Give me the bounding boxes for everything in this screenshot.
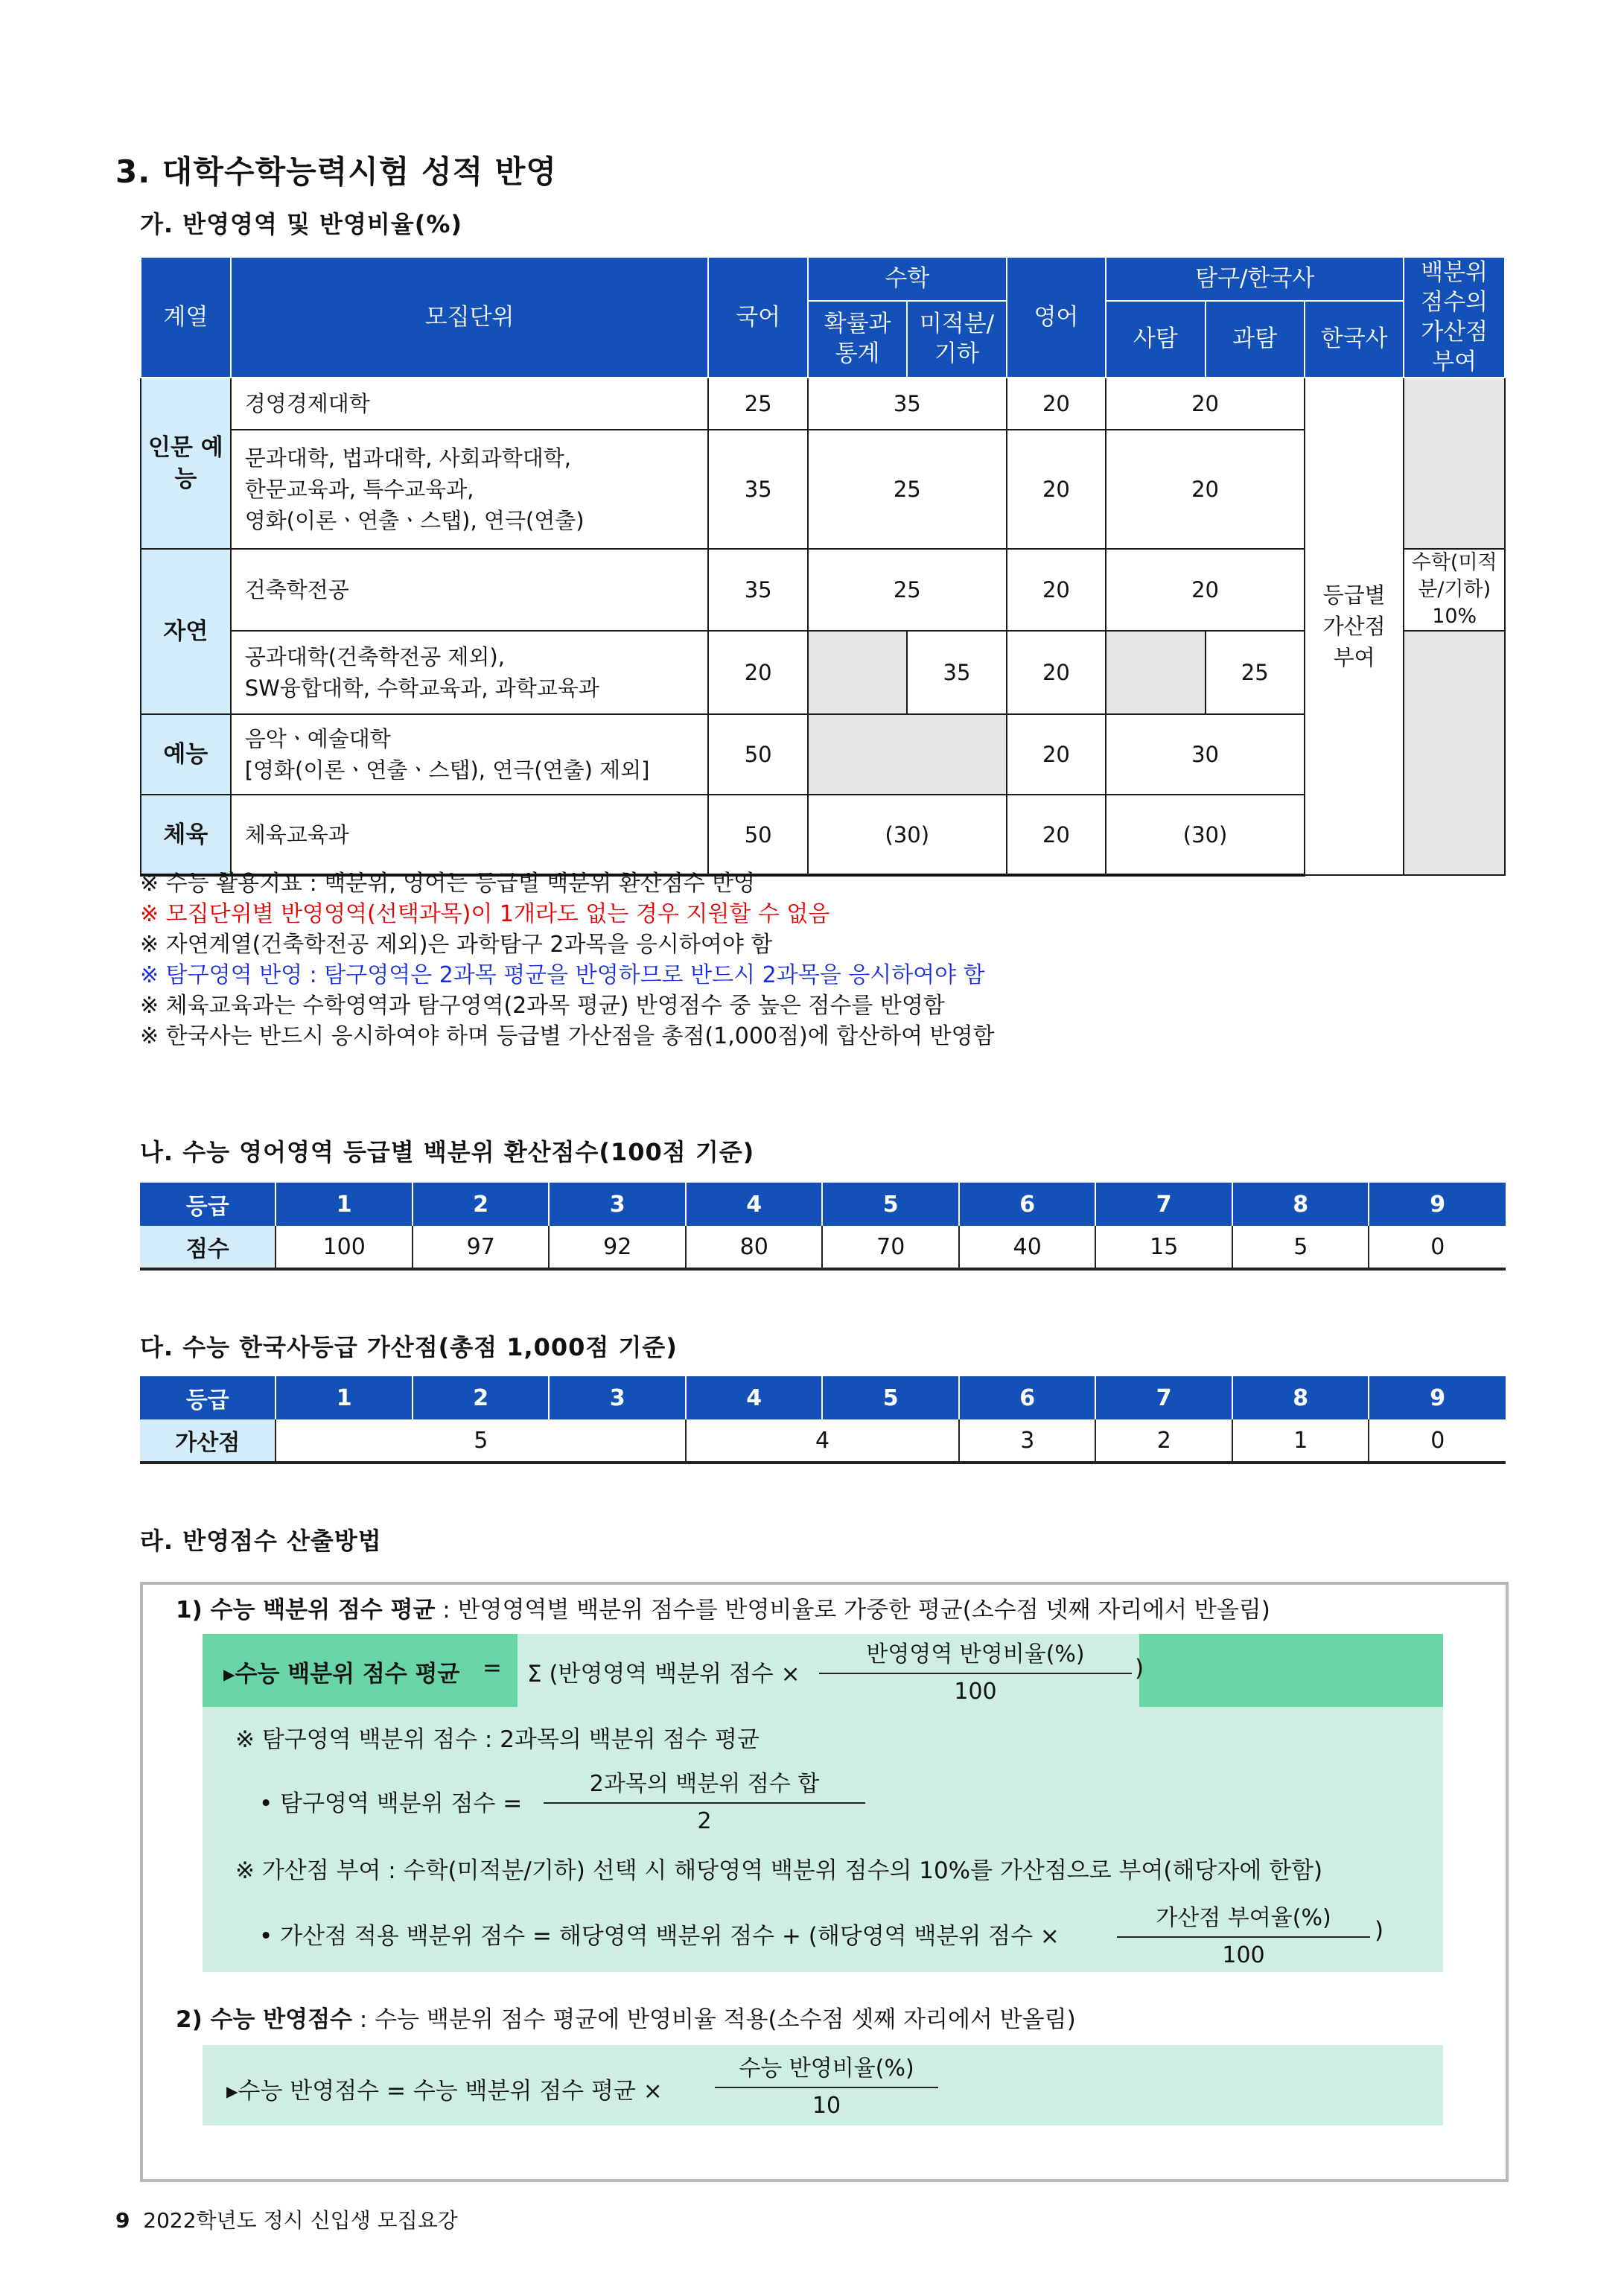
unit-name: 건축학전공 xyxy=(231,549,709,631)
score-cell: 0 xyxy=(1369,1226,1506,1269)
cell-english: 20 xyxy=(1007,714,1106,795)
notes-list xyxy=(140,868,995,1052)
category-arts: 예능 xyxy=(141,714,231,795)
bonus-text: 10% xyxy=(1432,605,1477,628)
subsection-ga-title: 가. 반영영역 및 반영비율(%) xyxy=(140,210,463,238)
cell-korean: 50 xyxy=(708,714,807,795)
unit-line: 영화(이론ㆍ연출ㆍ스탭), 연극(연출) xyxy=(244,508,585,533)
fraction-denominator: 10 xyxy=(812,2093,841,2119)
bonus-text: 수학(미적분/기하) xyxy=(1411,551,1497,601)
cell-english: 20 xyxy=(1007,795,1106,875)
fraction-numerator: 2과목의 백분위 점수 합 xyxy=(544,1765,865,1804)
cell-science: 25 xyxy=(1206,631,1305,714)
method-1-head: 1) 수능 백분위 점수 평균 xyxy=(176,1597,436,1624)
bonus-label: 가산점 xyxy=(140,1419,276,1463)
unit-name xyxy=(231,714,709,795)
cell-english: 20 xyxy=(1007,378,1106,430)
cell-inquiry: 20 xyxy=(1106,549,1305,631)
grade-cell: 3 xyxy=(549,1183,686,1226)
unit-line: 공과대학(건축학전공 제외), xyxy=(244,644,505,670)
note-item: ※ 자연계열(건축학전공 제외)은 과학탐구 2과목을 응시하여야 함 xyxy=(140,932,773,958)
method-1-desc: : 반영영역별 백분위 점수를 반영비율로 가중한 평균(소수점 넷째 자리에서 반올림) xyxy=(435,1597,1270,1624)
cell-inquiry: 20 xyxy=(1106,378,1305,430)
bonus-cell: 0 xyxy=(1369,1419,1506,1463)
unit-line: SW융합대학, 수학교육과, 과학교육과 xyxy=(244,675,599,701)
category-pe: 체육 xyxy=(141,795,231,875)
header-gyeyeol: 계열 xyxy=(141,257,231,378)
formula-4-fraction xyxy=(715,2049,938,2119)
cell-inquiry: (30) xyxy=(1106,795,1305,875)
grade-cell: 1 xyxy=(276,1376,413,1419)
fraction-denominator: 100 xyxy=(954,1679,997,1705)
note-item: ※ 체육교육과는 수학영역과 탐구영역(2과목 평균) 반영점수 중 높은 점수를 반영함 xyxy=(140,993,945,1019)
cell-korean: 35 xyxy=(708,430,807,549)
cell-english: 20 xyxy=(1007,549,1106,631)
grade-cell: 2 xyxy=(413,1183,550,1226)
subsection-da-title: 다. 수능 한국사등급 가산점(총점 1,000점 기준) xyxy=(140,1333,678,1361)
method-2-line xyxy=(176,2000,1076,2034)
grade-cell: 7 xyxy=(1095,1376,1232,1419)
cell-inquiry: 30 xyxy=(1106,714,1305,795)
cell-math: 25 xyxy=(808,430,1007,549)
header-science: 과탐 xyxy=(1206,301,1305,378)
fraction-denominator: 2 xyxy=(697,1808,712,1834)
formula-2-label: • 탐구영역 백분위 점수 = xyxy=(259,1790,523,1817)
grade-cell: 2 xyxy=(413,1376,550,1419)
grade-cell: 5 xyxy=(822,1376,959,1419)
cell-korean: 50 xyxy=(708,795,807,875)
grade-cell: 7 xyxy=(1095,1183,1232,1226)
english-grade-table xyxy=(140,1183,1506,1271)
grade-cell: 1 xyxy=(276,1183,413,1226)
grade-label: 등급 xyxy=(140,1376,276,1419)
grade-cell: 8 xyxy=(1232,1376,1369,1419)
cell-math-empty xyxy=(808,714,1007,795)
section-title: 3. 대학수학능력시험 성적 반영 xyxy=(115,153,557,190)
score-cell: 92 xyxy=(549,1226,686,1269)
score-cell: 100 xyxy=(276,1226,413,1269)
score-cell: 15 xyxy=(1095,1226,1232,1269)
subsection-na-title: 나. 수능 영어영역 등급별 백분위 환산점수(100점 기준) xyxy=(140,1138,755,1166)
unit-name xyxy=(231,430,709,549)
cell-inquiry: 20 xyxy=(1106,430,1305,549)
note-item: ※ 한국사는 반드시 응시하여야 하며 등급별 가산점을 총점(1,000점)에 합산하여 반영함 xyxy=(140,1023,995,1049)
unit-line: 한문교육과, 특수교육과, xyxy=(244,477,474,502)
fraction-numerator: 수능 반영비율(%) xyxy=(715,2049,938,2088)
method-2-head: 2) 수능 반영점수 xyxy=(176,2006,352,2033)
score-label: 점수 xyxy=(140,1226,276,1269)
score-cell: 5 xyxy=(1232,1226,1369,1269)
page-footer xyxy=(115,2204,458,2234)
formula-1-label: ▸수능 백분위 점수 평균 xyxy=(223,1661,460,1688)
formula-1-close: ) xyxy=(1135,1655,1144,1682)
method-1-line xyxy=(176,1591,1270,1624)
bonus-cell: 3 xyxy=(959,1419,1096,1463)
bonus-cell: 5 xyxy=(276,1419,686,1463)
cell-bonus-empty xyxy=(1404,378,1505,549)
score-cell: 40 xyxy=(959,1226,1096,1269)
cell-english: 20 xyxy=(1007,430,1106,549)
cell-math: 25 xyxy=(808,549,1007,631)
header-social: 사탐 xyxy=(1106,301,1205,378)
header-math: 수학 xyxy=(808,257,1007,301)
unit-line: 음악ㆍ예술대학 xyxy=(244,726,391,751)
formula-2-fraction xyxy=(544,1765,865,1834)
subsection-ra-title: 라. 반영점수 산출방법 xyxy=(140,1527,382,1555)
header-english: 영어 xyxy=(1007,257,1106,378)
grade-cell: 8 xyxy=(1232,1183,1369,1226)
score-cell: 70 xyxy=(822,1226,959,1269)
formula-3-fraction xyxy=(1117,1899,1370,1968)
category-humanities: 인문 예능 xyxy=(141,378,231,549)
grade-cell: 6 xyxy=(959,1183,1096,1226)
formula-3-label: • 가산점 적용 백분위 점수 = 해당영역 백분위 점수 + (해당영역 백분위 점수 × xyxy=(259,1923,1060,1950)
formula-1-expr: Σ (반영영역 백분위 점수 × xyxy=(527,1661,800,1688)
header-math-stat: 확률과 통계 xyxy=(808,301,907,378)
cell-bonus xyxy=(1404,549,1505,631)
grade-cell: 4 xyxy=(686,1183,823,1226)
fraction-denominator: 100 xyxy=(1222,1942,1265,1968)
bonus-cell: 1 xyxy=(1232,1419,1369,1463)
formula-3-close: ) xyxy=(1375,1917,1384,1944)
bonus-cell: 2 xyxy=(1095,1419,1232,1463)
page-number: 9 xyxy=(115,2208,130,2233)
note-item: ※ 수능 활용지표 : 백분위, 영어는 등급별 백분위 환산점수 반영 xyxy=(140,871,756,897)
grade-cell: 9 xyxy=(1369,1376,1506,1419)
bonus-cell: 4 xyxy=(686,1419,959,1463)
reflection-ratio-table xyxy=(140,256,1506,877)
unit-name xyxy=(231,631,709,714)
category-science: 자연 xyxy=(141,549,231,714)
grade-cell: 4 xyxy=(686,1376,823,1419)
cell-math: 35 xyxy=(808,378,1007,430)
grade-cell: 6 xyxy=(959,1376,1096,1419)
score-cell: 80 xyxy=(686,1226,823,1269)
header-inquiry: 탐구/한국사 xyxy=(1106,257,1404,301)
header-math-calc: 미적분/ 기하 xyxy=(907,301,1006,378)
note-item: ※ 모집단위별 반영영역(선택과목)이 1개라도 없는 경우 지원할 수 없음 xyxy=(140,901,830,927)
method-2-desc: : 수능 백분위 점수 평균에 반영비율 적용(소수점 셋째 자리에서 반올림) xyxy=(352,2006,1076,2033)
header-korean: 국어 xyxy=(708,257,807,378)
grade-cell: 9 xyxy=(1369,1183,1506,1226)
header-bonus: 백분위 점수의 가산점 부여 xyxy=(1404,257,1505,378)
cell-math-stat-empty xyxy=(808,631,907,714)
unit-line: 문과대학, 법과대학, 사회과학대학, xyxy=(244,445,572,471)
header-unit: 모집단위 xyxy=(231,257,709,378)
fraction-numerator: 반영영역 반영비율(%) xyxy=(819,1635,1132,1674)
unit-name: 경영경제대학 xyxy=(231,378,709,430)
note-bonus: ※ 가산점 부여 : 수학(미적분/기하) 선택 시 해당영역 백분위 점수의 10%를 가산점으로 부여(해당자에 한함) xyxy=(235,1857,1323,1884)
formula-1-fraction xyxy=(819,1635,1132,1705)
grade-cell: 3 xyxy=(549,1376,686,1419)
note-inquiry: ※ 탐구영역 백분위 점수 : 2과목의 백분위 점수 평균 xyxy=(235,1726,760,1753)
cell-english: 20 xyxy=(1007,631,1106,714)
cell-history-note: 등급별 가산점 부여 xyxy=(1305,378,1404,875)
score-cell: 97 xyxy=(413,1226,550,1269)
header-history: 한국사 xyxy=(1305,301,1404,378)
cell-social-empty xyxy=(1106,631,1205,714)
unit-name: 체육교육과 xyxy=(231,795,709,875)
history-grade-table xyxy=(140,1376,1506,1464)
note-item: ※ 탐구영역 반영 : 탐구영역은 2과목 평균을 반영하므로 반드시 2과목을 응시하여야 함 xyxy=(140,962,985,988)
cell-korean: 20 xyxy=(708,631,807,714)
grade-label: 등급 xyxy=(140,1183,276,1226)
formula-1-eq: = xyxy=(483,1655,502,1682)
cell-math-calc: 35 xyxy=(907,631,1006,714)
cell-korean: 35 xyxy=(708,549,807,631)
cell-math: (30) xyxy=(808,795,1007,875)
fraction-numerator: 가산점 부여율(%) xyxy=(1117,1899,1370,1938)
formula-4-label: ▸수능 반영점수 = 수능 백분위 점수 평균 × xyxy=(226,2078,663,2105)
footer-text: 2022학년도 정시 신입생 모집요강 xyxy=(143,2208,458,2233)
grade-cell: 5 xyxy=(822,1183,959,1226)
cell-korean: 25 xyxy=(708,378,807,430)
unit-line: [영화(이론ㆍ연출ㆍ스탭), 연극(연출) 제외] xyxy=(244,757,650,783)
cell-bonus-empty xyxy=(1404,631,1505,875)
